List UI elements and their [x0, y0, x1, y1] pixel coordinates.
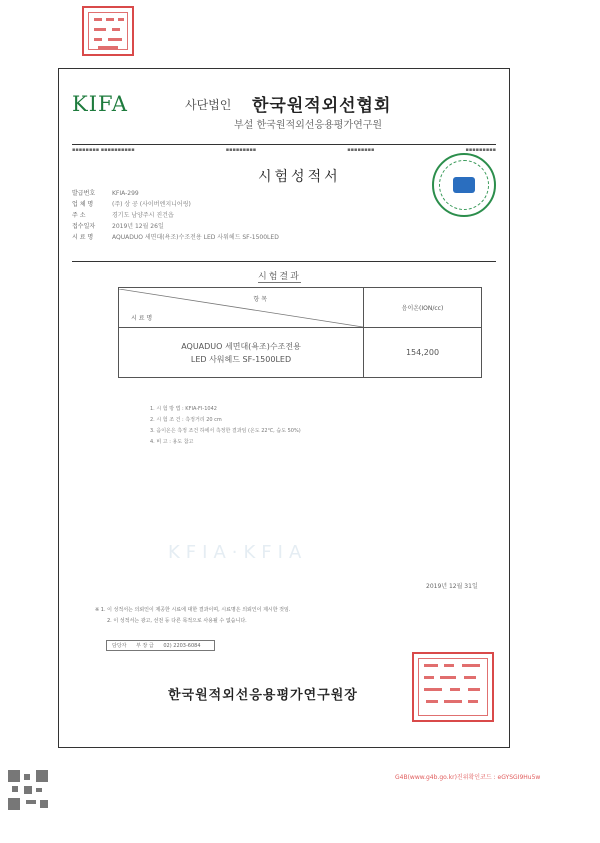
results-title: 시험결과: [258, 269, 301, 283]
remark-item: ※ 1. 이 성적서는 의뢰인이 제공한 시료에 대한 결과이며, 시료명은 의뢰인이 제시한 것임.: [95, 607, 291, 613]
seal-stamp-bottom: [412, 652, 494, 722]
sub-institute-name: 부설 한국원적외선응용평가연구원: [234, 120, 383, 131]
document-title: 시험성적서: [258, 169, 341, 185]
issue-date: 2019년 12월 31일: [426, 583, 478, 590]
header-sample-label: 시 료 명: [131, 314, 153, 322]
header-diagonal-cell: [119, 288, 364, 328]
field-row: 주 소 경기도 남양주시 진건읍: [72, 212, 174, 219]
signer-name: 한국원적외선응용평가연구원장: [168, 688, 358, 703]
contact-phone: 02) 2203-6084: [163, 643, 201, 649]
section-divider: [72, 261, 496, 262]
header-value-label: 음이온(ION/cc): [364, 288, 482, 328]
note-item: 3. 음이온은 측정 조건 하에서 측정한 결과임 (온도 22℃, 습도 50%): [150, 428, 301, 434]
header-item-label: 항 목: [253, 295, 267, 303]
contact-box: [106, 640, 215, 651]
association-name: 한국원적외선협회: [252, 96, 392, 116]
field-row: 접수일자 2019년 12월 26일: [72, 223, 164, 230]
kolas-certification-badge: [432, 153, 496, 217]
kolas-center-icon: [453, 177, 475, 193]
sample-line-2: LED 사워헤드 SF-1500LED: [190, 354, 292, 364]
sample-cell: [119, 328, 364, 378]
seal-stamp-top: [82, 6, 134, 56]
contact-position: 부 장 급: [136, 643, 154, 649]
test-notes: [150, 404, 301, 448]
note-item: 2. 시 험 조 건 : 측정거리 20 cm: [150, 417, 222, 423]
result-value-cell: 154,200: [364, 328, 482, 378]
note-item: 1. 시 험 방 법 : KFIA-FI-1042: [150, 406, 217, 412]
verification-code: G4B(www.g4b.go.kr)진위확인코드 : eGYSGI9Hu5w: [395, 774, 541, 781]
sample-line-1: AQUADUO 세면대(욕조)수조전용: [181, 341, 301, 351]
watermark: KFIA·KFIA: [168, 542, 308, 563]
field-row: 시 료 명 AQUADUO 세면대(욕조)수조전용 LED 사워헤드 SF-1500LED: [72, 234, 279, 241]
document-fields: [72, 188, 279, 243]
field-row: 발급번호 KFIA-299: [72, 190, 139, 197]
kifa-logo: KIFA: [72, 92, 128, 116]
results-table: [118, 287, 482, 378]
association-prefix: 사단법인: [185, 98, 232, 112]
note-item: 4. 비 고 : 용도 참고: [150, 439, 194, 445]
remark-item: 2. 이 성적서는 광고, 선전 등 다른 목적으로 사용될 수 없습니다.: [107, 618, 247, 624]
field-row: 업 체 명 (주) 상 공 (사이버엔지니어링): [72, 201, 191, 208]
address-line: ▪▪▪▪▪▪▪▪ ▪▪▪▪▪▪▪▪▪▪ ▪▪▪▪▪▪▪▪▪ ▪▪▪▪▪▪▪▪ ▪▪▪▪▪▪▪▪▪: [72, 144, 496, 153]
remarks: [95, 605, 290, 627]
qr-code: [8, 770, 48, 810]
contact-label: 담당자: [112, 643, 127, 649]
